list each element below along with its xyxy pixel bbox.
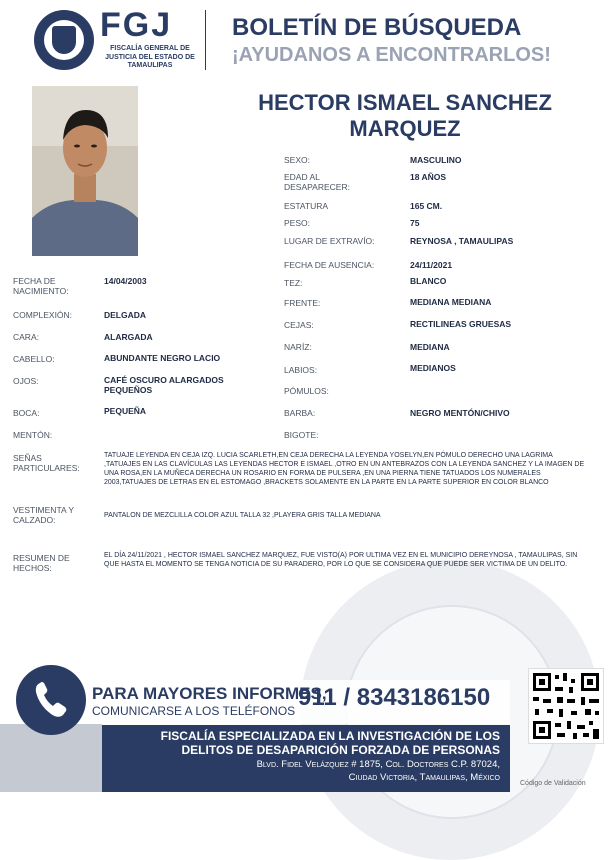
forehead-value: MEDIANA MEDIANA (410, 297, 492, 307)
skin-value: BLANCO (410, 276, 447, 286)
cheekbones-label: PÓMULOS: (284, 386, 329, 396)
coat-of-arms-icon (52, 26, 76, 54)
height-value: 165 CM. (410, 201, 443, 211)
marks-value: TATUAJE LEYENDA EN CEJA IZQ. LUCIA SCARLETH,EN CEJA DERECHA LA LEYENDA YOSELYN,EN PÓMULO DERECHO UNA LAGRIMA ,TATUAJES EN LAS CLAVÍCULAS LAS LEYENDAS HECTOR E ISMAEL ,OTRO EN UN ANTEBRAZOS CON LA LEYENDA SANCHEZ Y LA IMAGEN DE UNA ROSA,EN LA MUÑECA DERECHA UN ROSARIO EN FORMA DE PULSERA ,EN UNA PIERNA TIENE TATUADOS LOS NUMERALES 2003,TATUAJES DE LETRAS EN EL ESTOMAGO ,BRACKETS SOLAMENTE EN LA PARTE EN LA PARTE SUPERIOR EN COLOR BLANCO (104, 452, 585, 486)
person-photo (32, 86, 138, 256)
chin-label: MENTÓN: (13, 430, 53, 440)
absence-date-label: FECHA DE AUSENCIA: (284, 260, 375, 270)
sex-label: SEXO: (284, 155, 310, 165)
eyes-value: CAFÉ OSCURO ALARGADOS PEQUEÑOS (104, 375, 224, 395)
marks-label: SEÑAS PARTICULARES: (13, 453, 80, 473)
hair-label: CABELLO: (13, 354, 55, 364)
build-label: COMPLEXIÓN: (13, 310, 73, 320)
qr-caption: Código de Validación (520, 780, 586, 787)
face-label: CARA: (13, 332, 39, 342)
bulletin-subtitle: ¡AYUDANOS A ENCONTRARLOS! (232, 44, 551, 66)
info-line-1: PARA MAYORES INFORMES, (92, 684, 327, 703)
mouth-value: PEQUEÑA (104, 406, 147, 416)
beard-label: BARBA: (284, 408, 316, 418)
address (102, 758, 500, 784)
skin-label: TEZ: (284, 278, 303, 288)
place-label: LUGAR DE EXTRAVÍO: (284, 236, 375, 246)
build-value: DELGADA (104, 310, 147, 320)
address-line-1: Blvd. Fidel Velázquez # 1875, Col. Doctores C.P. 87024, (256, 759, 500, 770)
summary-label: RESUMEN DE HECHOS: (13, 553, 70, 573)
birthdate-label: FECHA DE NACIMIENTO: (13, 276, 69, 296)
fiscalia-line-1: FISCALÍA ESPECIALIZADA EN LA INVESTIGACIÓN DE LOS (160, 729, 500, 743)
info-line-2: COMUNICARSE A LOS TELÉFONOS (92, 704, 296, 718)
mouth-label: BOCA: (13, 408, 40, 418)
forehead-label: FRENTE: (284, 298, 321, 308)
qr-code-icon[interactable] (528, 668, 604, 744)
clothing-label: VESTIMENTA Y CALZADO: (13, 505, 74, 525)
address-line-2: Ciudad Victoria, Tamaulipas, México (348, 772, 500, 783)
absence-date-value: 24/11/2021 (410, 260, 453, 270)
lips-value: MEDIANOS (410, 363, 456, 373)
bulletin-title: BOLETÍN DE BÚSQUEDA (232, 14, 522, 41)
summary-value: EL DÍA 24/11/2021 , HECTOR ISMAEL SANCHEZ MARQUEZ, FUE VISTO(A) POR ULTIMA VEZ EN EL MUNICIPIO DEREYNOSA , TAMAULIPAS, SIN QUE HASTA EL MOMENTO SE TENGA NOTICIA DE SU PARADERO, POR LO QUE SE CONSIDERA QUE PUEDE SER VICTIMA DE UN DELITO. (104, 552, 578, 568)
weight-label: PESO: (284, 218, 310, 228)
face-value: ALARGADA (104, 332, 153, 342)
nose-value: MEDIANA (410, 342, 450, 352)
eyebrows-label: CEJAS: (284, 320, 314, 330)
clothing-value: PANTALON DE MEZCLILLA COLOR AZUL TALLA 32 ,PLAYERA GRIS TALLA MEDIANA (104, 512, 381, 519)
fiscalia-title (102, 729, 500, 757)
age-value: 18 AÑOS (410, 172, 447, 182)
hair-value: ABUNDANTE NEGRO LACIO (104, 353, 221, 363)
phone-number: 911 / 8343186150 (298, 684, 491, 711)
header-divider (205, 10, 206, 70)
weight-value: 75 (410, 218, 420, 228)
eyes-label: OJOS: (13, 376, 39, 386)
eyebrows-value: RECTILINEAS GRUESAS (410, 319, 512, 329)
place-value: REYNOSA , TAMAULIPAS (410, 236, 514, 246)
birthdate-value: 14/04/2003 (104, 276, 147, 286)
person-name: HECTOR ISMAEL SANCHEZ MARQUEZ (258, 90, 552, 141)
lips-label: LABIOS: (284, 365, 318, 375)
beard-value: NEGRO MENTÓN/CHIVO (410, 408, 510, 418)
height-label: ESTATURA (284, 201, 329, 211)
logo-text: FGJ (100, 6, 173, 44)
nose-label: NARÍZ: (284, 342, 312, 352)
logo-subtitle: FISCALÍA GENERAL DE JUSTICIA DEL ESTADO DE TAMAULIPAS (105, 45, 195, 69)
sex-value: MASCULINO (410, 155, 462, 165)
age-label: EDAD AL DESAPARECER: (284, 172, 350, 192)
phone-icon (16, 665, 86, 735)
fiscalia-line-2: DELITOS DE DESAPARICIÓN FORZADA DE PERSONAS (181, 743, 500, 757)
mustache-label: BIGOTE: (284, 430, 319, 440)
